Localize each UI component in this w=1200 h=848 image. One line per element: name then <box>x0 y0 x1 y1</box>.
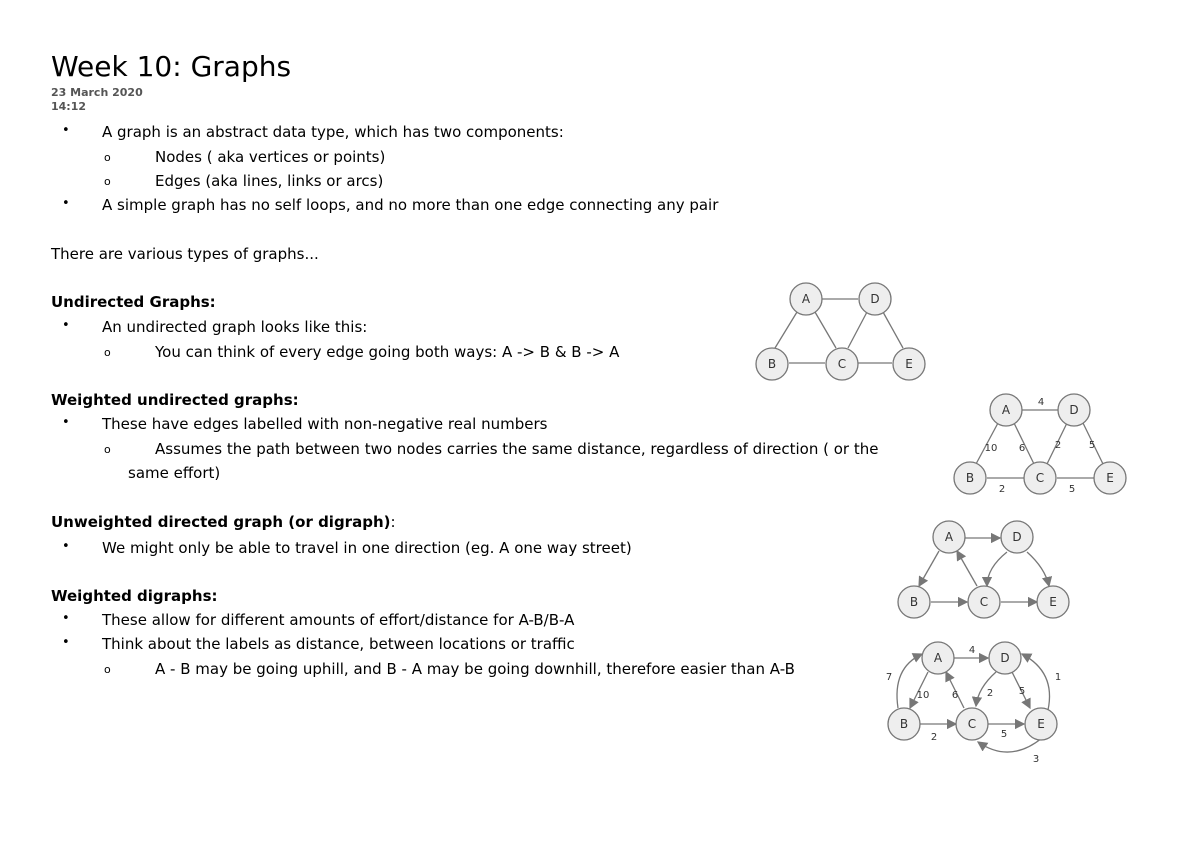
bullet-dot: • <box>62 318 70 333</box>
node-label: D <box>1000 651 1010 665</box>
page-time: 14:12 <box>51 100 87 113</box>
bullet-dot: • <box>62 415 70 430</box>
weight-b-a: 7 <box>885 672 893 683</box>
weighted-digraphs-item-2: Think about the labels as distance, between locations or traffic <box>102 635 575 653</box>
node-label: A <box>944 530 954 544</box>
edge-d-e <box>1027 552 1049 586</box>
bullet-dot: • <box>62 123 70 138</box>
page-title: Week 10: Graphs <box>51 50 292 83</box>
weight-a-c: 6 <box>951 690 959 701</box>
edge-a-c <box>815 312 836 348</box>
edge-a-b <box>919 551 939 586</box>
bullet-circle: o <box>104 175 111 188</box>
weight-b-c: 2 <box>998 484 1006 495</box>
heading-weighted-undirected: Weighted undirected graphs: <box>51 391 299 409</box>
weight-e-c: 3 <box>1032 754 1040 765</box>
weighted-digraph-diagram <box>880 638 1070 766</box>
bullet-circle: o <box>104 443 111 456</box>
weight-d-c: 2 <box>986 688 994 699</box>
intro-item-1: A graph is an abstract data type, which has two components: <box>102 123 564 141</box>
node-label: D <box>870 292 880 306</box>
node-d <box>1001 521 1033 553</box>
node-label: C <box>837 357 847 371</box>
bullet-dot: • <box>62 611 70 626</box>
node-label: D <box>1069 403 1079 417</box>
edge-e-c <box>978 738 1042 752</box>
node-label: A <box>933 651 943 665</box>
bullet-dot: • <box>62 196 70 211</box>
node-label: E <box>1049 595 1057 609</box>
bullet-circle: o <box>104 151 111 164</box>
node-label: B <box>909 595 919 609</box>
unweighted-directed-item-1: We might only be able to travel in one direction (eg. A one way street) <box>102 539 632 557</box>
heading-unweighted-directed: Unweighted directed graph (or digraph) <box>51 513 391 531</box>
node-d <box>1058 394 1090 426</box>
node-a <box>933 521 965 553</box>
weight-a-d: 4 <box>1037 397 1045 408</box>
undirected-sub-1: You can think of every edge going both ways: A -> B & B -> A <box>155 343 620 361</box>
node-c <box>1024 462 1056 494</box>
edge-d-c <box>848 312 867 348</box>
node-b <box>888 708 920 740</box>
weight-d-c: 2 <box>1054 440 1062 451</box>
node-e <box>1037 586 1069 618</box>
weighted-undirected-sub-1a: Assumes the path between two nodes carries the same distance, regardless of direction ( or the <box>155 440 879 458</box>
node-e <box>1025 708 1057 740</box>
bullet-circle: o <box>104 346 111 359</box>
edge-d-e <box>883 312 903 348</box>
bullet-dot: • <box>62 635 70 650</box>
heading-suffix: : <box>390 513 396 531</box>
weight-a-c: 6 <box>1018 443 1026 454</box>
node-label: B <box>899 717 909 731</box>
node-label: C <box>1035 471 1045 485</box>
node-d <box>989 642 1021 674</box>
weight-b-c: 2 <box>930 732 938 743</box>
weight-c-e: 5 <box>1068 484 1076 495</box>
page-date: 23 March 2020 <box>51 86 143 99</box>
heading-weighted-digraphs: Weighted digraphs: <box>51 587 218 605</box>
node-label: A <box>801 292 811 306</box>
node-b <box>898 586 930 618</box>
weighted-digraphs-item-1: These allow for different amounts of effort/distance for A-B/B-A <box>102 611 575 629</box>
intro-sub-1: Nodes ( aka vertices or points) <box>155 148 386 166</box>
undirected-graph-diagram <box>750 278 940 388</box>
node-c <box>826 348 858 380</box>
types-text: There are various types of graphs... <box>51 245 319 263</box>
weighted-undirected-sub-1b: same effort) <box>128 464 221 482</box>
node-label: C <box>979 595 989 609</box>
node-a <box>990 394 1022 426</box>
node-c <box>956 708 988 740</box>
weighted-digraphs-sub-1: A - B may be going uphill, and B - A may be going downhill, therefore easier than A-B <box>155 660 795 678</box>
weight-e-d: 1 <box>1054 672 1062 683</box>
intro-sub-2: Edges (aka lines, links or arcs) <box>155 172 384 190</box>
edge-c-a <box>957 551 977 586</box>
weight-c-e: 5 <box>1000 729 1008 740</box>
heading-unweighted-directed-row <box>51 512 396 532</box>
node-label: E <box>1106 471 1114 485</box>
node-label: E <box>1037 717 1045 731</box>
weight-d-e: 5 <box>1088 440 1096 451</box>
node-label: A <box>1001 403 1011 417</box>
node-e <box>1094 462 1126 494</box>
intro-item-2: A simple graph has no self loops, and no more than one edge connecting any pair <box>102 196 719 214</box>
node-label: D <box>1012 530 1022 544</box>
weight-d-e: 5 <box>1018 686 1026 697</box>
node-label: B <box>965 471 975 485</box>
edge-d-c <box>987 552 1007 586</box>
edge-a-b <box>775 312 797 348</box>
undirected-item-1: An undirected graph looks like this: <box>102 318 368 336</box>
heading-undirected: Undirected Graphs: <box>51 293 216 311</box>
node-a <box>790 283 822 315</box>
weighted-undirected-item-1: These have edges labelled with non-negative real numbers <box>102 415 548 433</box>
weighted-undirected-graph-diagram <box>950 390 1130 498</box>
node-label: C <box>967 717 977 731</box>
bullet-dot: • <box>62 539 70 554</box>
node-e <box>893 348 925 380</box>
weight-a-b: 10 <box>984 443 998 454</box>
node-b <box>954 462 986 494</box>
unweighted-digraph-diagram <box>895 518 1075 622</box>
node-label: B <box>767 357 777 371</box>
node-b <box>756 348 788 380</box>
weight-a-b: 10 <box>916 690 930 701</box>
node-c <box>968 586 1000 618</box>
node-d <box>859 283 891 315</box>
node-label: E <box>905 357 913 371</box>
node-a <box>922 642 954 674</box>
bullet-circle: o <box>104 663 111 676</box>
weight-a-d: 4 <box>968 645 976 656</box>
